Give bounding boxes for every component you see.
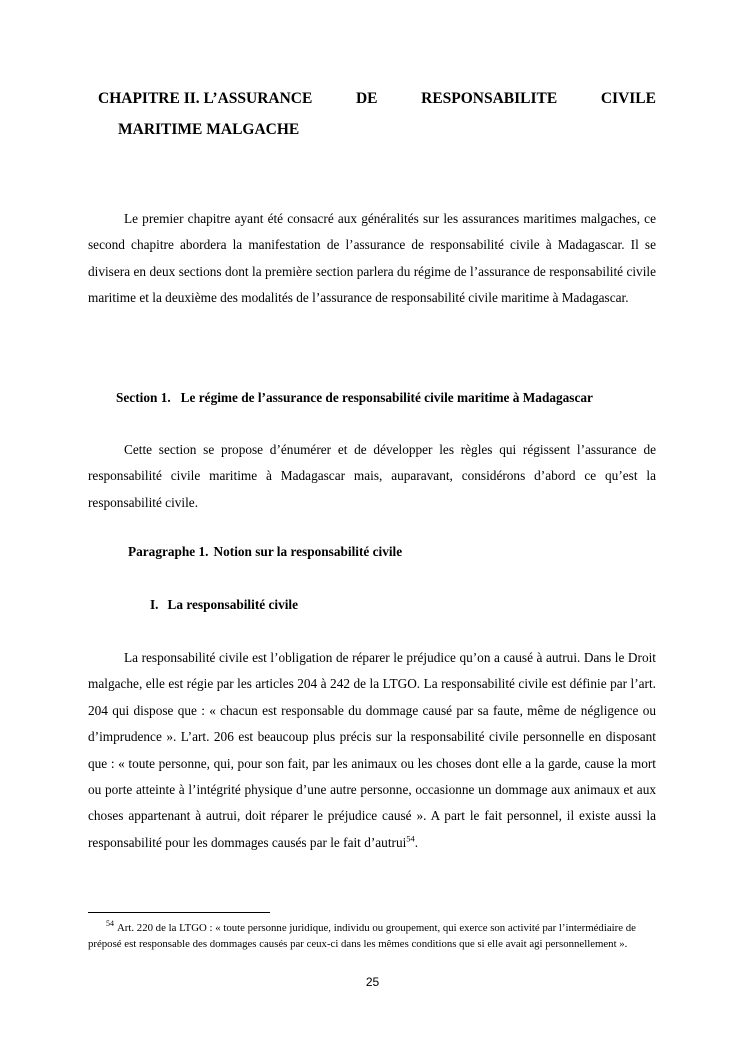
footnote-divider: [88, 912, 270, 913]
footnote-number: 54: [106, 919, 114, 929]
chapter-word: RESPONSABILITE: [421, 90, 558, 107]
section-text: Cette section se propose d’énumérer et de développer les règles qui régissent l’assurance de responsabilité civile maritime à Madagascar mais, auparavant, considérons d’abord ce qu’est la responsabilité civile.: [88, 442, 656, 510]
intro-text: Le premier chapitre ayant été consacré aux généralités sur les assurances maritimes malgaches, ce second chapitre abordera la manifestation de l’assurance de responsabilité civile à Madagascar. Il se divisera en deux sections dont la première section parlera du régime de l’assurance de responsabilité civile maritime et la deuxième des modalités de l’assurance de responsabilité civile maritime à Madagascar.: [88, 211, 656, 306]
section-title: Le régime de l’assurance de responsabilité civile maritime à Madagascar: [180, 390, 593, 405]
section-heading: [116, 390, 593, 406]
body-end: .: [414, 834, 419, 850]
subheading-number: I.: [150, 597, 159, 612]
body-paragraph: [88, 645, 656, 856]
intro-paragraph: [88, 206, 656, 312]
chapter-word: DE: [355, 90, 378, 107]
section-number: Section 1.: [116, 390, 171, 405]
page-number: 25: [365, 975, 380, 989]
chapter-word: CHAPITRE II. L’ASSURANCE: [98, 90, 313, 107]
paragraph-heading: [128, 544, 402, 560]
chapter-title-line2: MARITIME MALGACHE: [118, 121, 300, 138]
paragraph-number: Paragraphe 1.: [128, 544, 209, 559]
subheading-title: La responsabilité civile: [167, 597, 299, 612]
chapter-word: CIVILE: [600, 90, 656, 107]
body-text-container: [88, 645, 656, 856]
paragraph-title: Notion sur la responsabilité civile: [213, 544, 403, 559]
chapter-title-line1: [98, 90, 656, 108]
body-text: La responsabilité civile est l’obligation de réparer le préjudice qu’on a causé à autrui. Dans le Droit malgache, elle est régie par les articles 204 à 242 de la LTGO. La responsabilité civile est définie par l’art. 204 qui dispose que : « chacun est responsable du dommage causé par sa faute, même de négligence ou d’imprudence ». L’art. 206 est beaucoup plus précis sur la responsabilité civile personnelle en disposant que : « toute personne, qui, pour son fait, par les animaux ou les choses dont elle a la garde, cause la mort ou porte atteinte à l’intégrité physique d’une autre personne, occasionne un dommage aux animaux et aux choses appartenant à autrui, doit réparer le préjudice causé ». A part le fait personnel, il existe aussi la responsabilité pour les dommages causés par le fait d’autrui: [88, 650, 656, 850]
section-paragraph: [88, 437, 656, 516]
subheading: [150, 597, 298, 613]
footnote-reference[interactable]: 54: [406, 833, 415, 844]
footnote-text: Art. 220 de la LTGO : « toute personne juridique, individu ou groupement, qui exerce son activité par l’intermédiaire de préposé est responsable des dommages causés par ceux-ci dans les mêmes conditions que si elle avait agi personnellement ».: [88, 922, 636, 950]
footnote: [88, 920, 656, 952]
